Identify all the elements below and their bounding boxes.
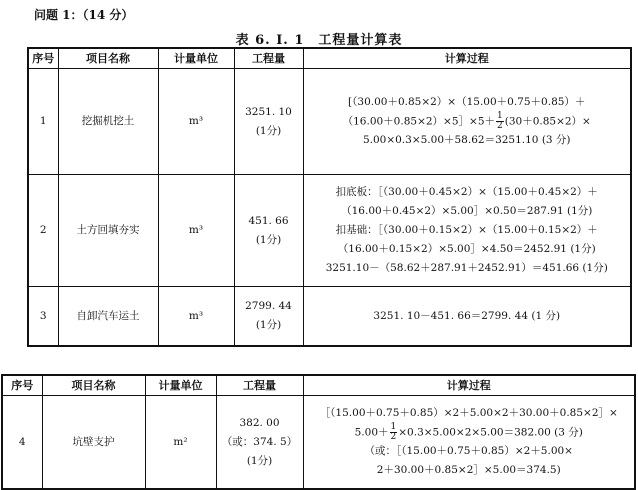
row-unit: m³ bbox=[158, 287, 234, 347]
calc-line-part: ×0.3×5.00×2×5.00＝382.00 (3 分) bbox=[398, 426, 583, 439]
calc-line-part: (30＋0.85×2）× bbox=[504, 115, 591, 128]
qty-value: 3251. 10 bbox=[245, 105, 292, 118]
row-no: 1 bbox=[28, 69, 58, 175]
calc-line: 3251. 10－451. 66＝2799. 44 (1 分) bbox=[373, 309, 561, 322]
qty-value: 451. 66 bbox=[248, 214, 289, 227]
calc-line bbox=[307, 112, 628, 132]
fraction bbox=[390, 423, 398, 442]
calc-line bbox=[307, 423, 632, 443]
qty-score: (1分) bbox=[255, 124, 282, 137]
table-caption: 表 6. Ⅰ. 1 工程量计算表 bbox=[235, 33, 403, 48]
calc-line: 扣底板：［（30.00＋0.45×2）×（15.00＋0.45×2）＋ bbox=[335, 186, 598, 198]
calc-line: 3251.10－（58.62＋287.91＋2452.91）＝451.66 (1分) bbox=[325, 262, 608, 274]
row-calc bbox=[303, 69, 631, 175]
qty-value: 382. 00 bbox=[239, 416, 280, 429]
qty-alt-value: （或：374. 5） bbox=[221, 435, 298, 448]
header-calc: 计算过程 bbox=[303, 375, 635, 396]
header-no: 序号 bbox=[28, 48, 58, 69]
row-name: 坑壁支护 bbox=[42, 396, 145, 490]
table-row bbox=[2, 396, 635, 490]
header-no: 序号 bbox=[2, 375, 42, 396]
header-unit: 计量单位 bbox=[158, 48, 234, 69]
table-row bbox=[28, 175, 631, 287]
header-calc: 计算过程 bbox=[303, 48, 631, 69]
fraction-denominator: 2 bbox=[390, 431, 397, 442]
table-header-row bbox=[28, 48, 631, 69]
calc-line-part: 5.00＋ bbox=[354, 426, 389, 439]
row-no: 4 bbox=[2, 396, 42, 490]
header-name: 项目名称 bbox=[58, 48, 158, 69]
row-name: 土方回填夯实 bbox=[58, 175, 158, 287]
header-name: 项目名称 bbox=[42, 375, 145, 396]
fraction-denominator: 2 bbox=[497, 120, 503, 131]
calc-line: 5.00×0.3×5.00＋58.62＝3251.10 (3 分) bbox=[362, 134, 571, 147]
question-label: 问题 1：（14 分） bbox=[34, 8, 134, 22]
calc-line: （16.00＋0.45×2）×5.00］×0.50＝287.91 (1分) bbox=[341, 205, 593, 217]
calc-line: （或：［（15.00＋0.75＋0.85）×2＋5.00× bbox=[364, 445, 573, 458]
qty-score: (1分) bbox=[255, 233, 282, 246]
fraction bbox=[496, 112, 504, 131]
row-calc bbox=[303, 287, 631, 347]
row-unit: m³ bbox=[158, 175, 234, 287]
row-calc bbox=[303, 396, 635, 490]
row-no: 2 bbox=[28, 175, 58, 287]
calc-line: [（30.00＋0.85×2）×（15.00＋0.75＋0.85）＋ bbox=[348, 95, 586, 108]
calc-line: ［（15.00＋0.75＋0.85）×2＋5.00×2＋30.00＋0.85×2］× bbox=[319, 406, 618, 419]
row-qty bbox=[234, 287, 303, 347]
row-unit: m³ bbox=[158, 69, 234, 175]
row-calc bbox=[303, 175, 631, 287]
row-name: 挖掘机挖土 bbox=[58, 69, 158, 175]
calc-line-part: （16.00＋0.85×2）×5］×5＋ bbox=[342, 115, 495, 128]
row-qty bbox=[234, 69, 303, 175]
header-unit: 计量单位 bbox=[145, 375, 216, 396]
table-header-row bbox=[2, 375, 635, 396]
header-qty: 工程量 bbox=[234, 48, 303, 69]
row-unit: m² bbox=[145, 396, 216, 490]
row-no: 3 bbox=[28, 287, 58, 347]
calc-line: 扣基础：［（30.00＋0.15×2）×（15.00＋0.15×2）＋ bbox=[335, 224, 598, 236]
qty-score: (1分) bbox=[255, 319, 282, 331]
quantity-table bbox=[27, 47, 632, 347]
fraction-numerator: 1 bbox=[390, 421, 397, 432]
qty-value: 2799. 44 bbox=[245, 300, 292, 312]
quantity-table-continued bbox=[1, 374, 636, 490]
row-qty bbox=[216, 396, 303, 490]
qty-score: (1分) bbox=[246, 454, 273, 467]
table-row bbox=[28, 69, 631, 175]
calc-line: （16.00＋0.15×2）×5.00］×4.50＝2452.91 (1分) bbox=[337, 243, 596, 255]
row-name: 自卸汽车运土 bbox=[58, 287, 158, 347]
fraction-numerator: 1 bbox=[497, 110, 503, 121]
row-qty bbox=[234, 175, 303, 287]
calc-line: 2＋30.00＋0.85×2］×5.00＝374.5) bbox=[376, 464, 561, 477]
table-row bbox=[28, 287, 631, 347]
header-qty: 工程量 bbox=[216, 375, 303, 396]
